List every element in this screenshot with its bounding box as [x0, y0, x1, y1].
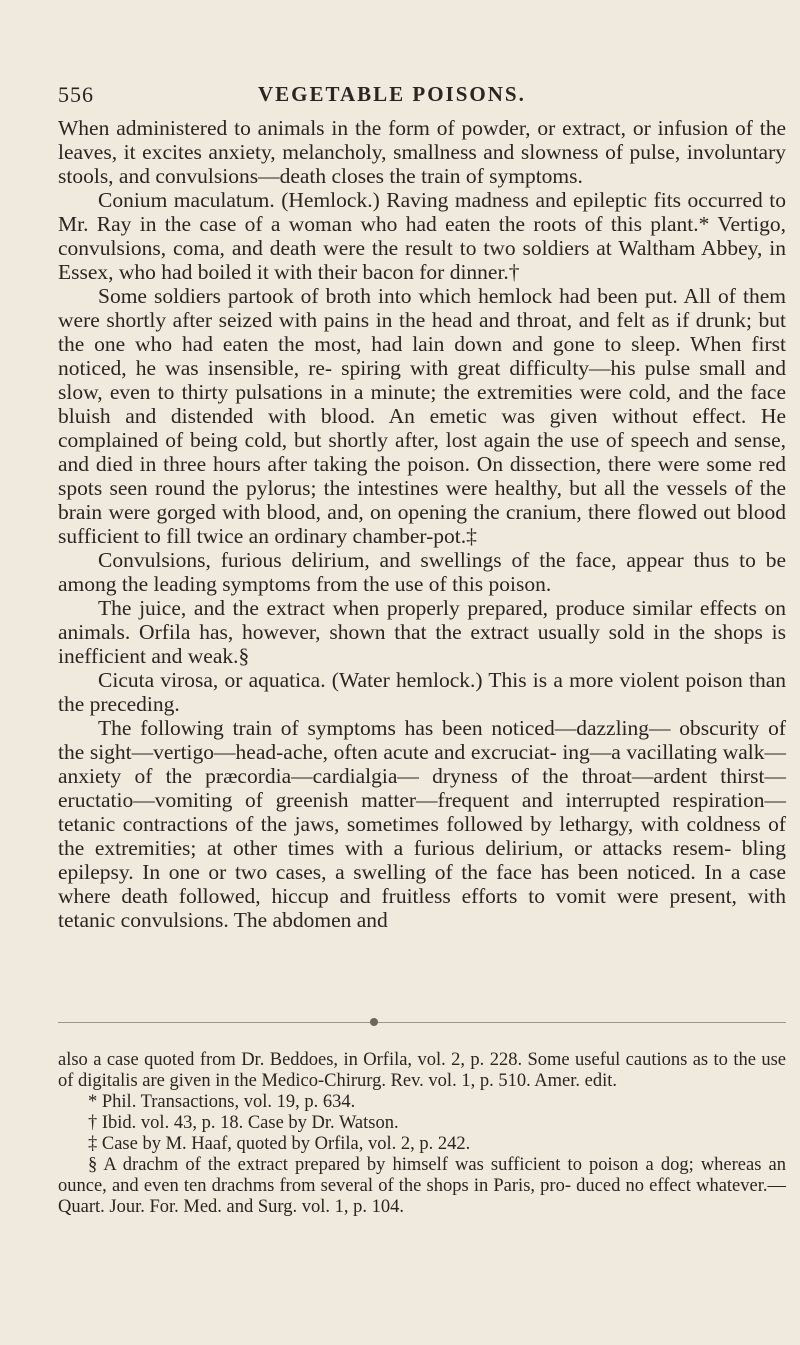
footnote-continuation: also a case quoted from Dr. Beddoes, in Orfila, vol. 2, p. 228. Some useful cautions as to the use of digitalis are given in the Medico-Chirurg. Rev. vol. 1, p. 510. Amer. edit.: [58, 1050, 786, 1091]
paragraph: The juice, and the extract when properly prepared, produce similar effects on animals. Orfila has, however, shown that the extract usually sold in the shops is inefficient and weak.§: [58, 596, 786, 668]
page-number: 556: [58, 82, 94, 107]
paragraph: The following train of symptoms has been noticed—dazzling— obscurity of the sight—vertigo—head-ache, often acute and excruciat- ing—a vacillating walk—anxiety of the præcordia—cardialgia— dryness of the throat—ardent thirst—eructatio—vomiting of greenish matter—frequent and interrupted respiration—tetanic contractions of the jaws, sometimes followed by lethargy, with coldness of the extremities; at other times with a furious delirium, or attacks resem- bling epilepsy. In one or two cases, a swelling of the face has been noticed. In a case where death followed, hiccup and fruitless efforts to vomit were present, with tetanic convulsions. The abdomen and: [58, 716, 786, 932]
running-title: VEGETABLE POISONS.: [258, 82, 526, 106]
footnote: ‡ Case by M. Haaf, quoted by Orfila, vol. 2, p. 242.: [88, 1134, 471, 1154]
paragraph: Some soldiers partook of broth into which hemlock had been put. All of them were shortly after seized with pains in the head and throat, and felt as if drunk; but the one who had eaten the most, had lain down and gone to sleep. When first noticed, he was insensible, re- spiring with great difficulty—his pulse small and slow, even to thirty pulsations in a minute; the extremities were cold, and the face bluish and distended with blood. An emetic was given without effect. He complained of being cold, but shortly after, lost again the use of speech and sense, and died in three hours after taking the poison. On dissection, there were some red spots seen round the pylorus; the intestines were healthy, but all the vessels of the brain were gorged with blood, and, on opening the cranium, there flowed out blood sufficient to fill twice an ordinary chamber-pot.‡: [58, 284, 786, 548]
paragraph: When administered to animals in the form of powder, or extract, or infusion of the leaves, it excites anxiety, melancholy, smallness and slowness of pulse, involuntary stools, and convulsions—death closes the train of symptoms.: [58, 116, 786, 188]
rule-ornament: [370, 1018, 378, 1026]
footnote: † Ibid. vol. 43, p. 18. Case by Dr. Watson.: [88, 1113, 399, 1133]
paragraph: Convulsions, furious delirium, and swellings of the face, appear thus to be among the leading symptoms from the use of this poison.: [58, 548, 786, 596]
body-text: [58, 116, 786, 932]
footnote-rule: [58, 1022, 786, 1023]
footnotes: [58, 1050, 786, 1218]
paragraph: Conium maculatum. (Hemlock.) Raving madness and epileptic fits occurred to Mr. Ray in the case of a woman who had eaten the roots of this plant.* Vertigo, convulsions, coma, and death were the result to two soldiers at Waltham Abbey, in Essex, who had boiled it with their bacon for dinner.†: [58, 188, 786, 284]
footnote: § A drachm of the extract prepared by himself was sufficient to poison a dog; whereas an ounce, and even ten drachms from several of the shops in Paris, pro- duced no effect whatever.—Quart. Jour. For. Med. and Surg. vol. 1, p. 104.: [58, 1155, 786, 1217]
page-header: [58, 82, 786, 112]
paragraph: Cicuta virosa, or aquatica. (Water hemlock.) This is a more violent poison than the preceding.: [58, 668, 786, 716]
footnote: * Phil. Transactions, vol. 19, p. 634.: [88, 1092, 356, 1112]
